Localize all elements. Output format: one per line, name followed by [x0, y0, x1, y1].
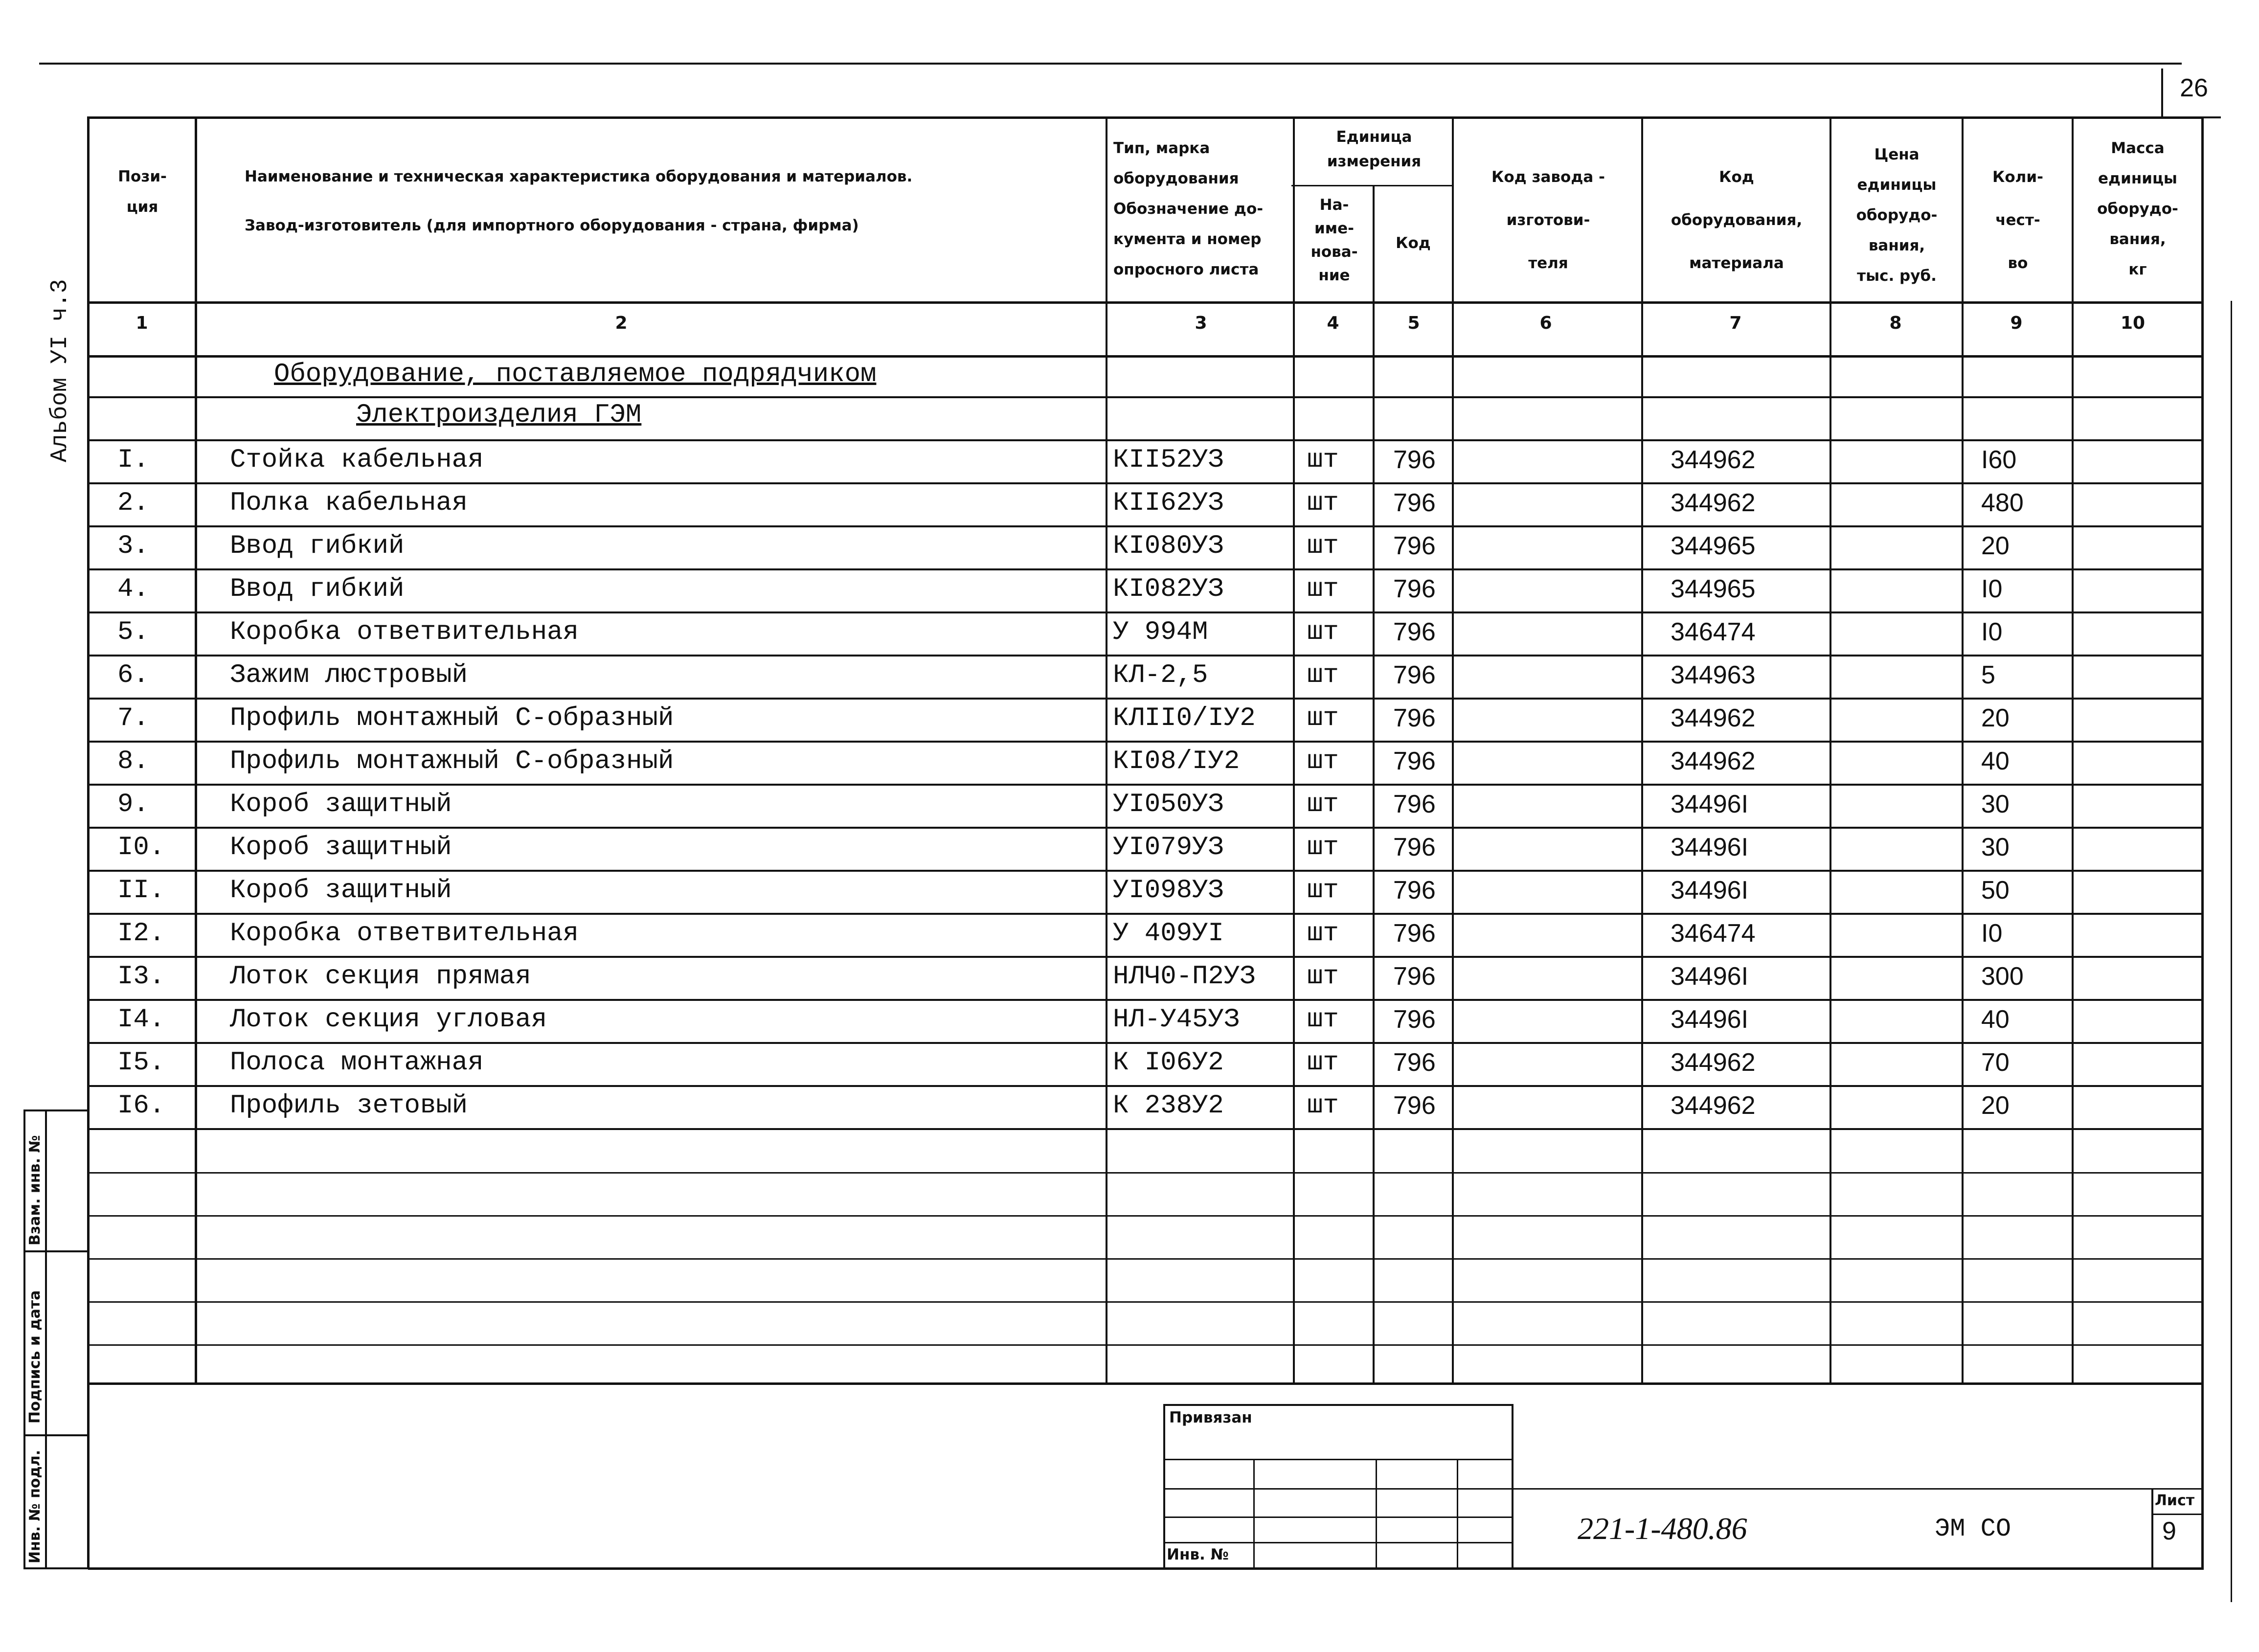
row-position: 8.: [117, 747, 149, 776]
colnum-8: 8: [1889, 313, 1902, 333]
row-quantity: 20: [1981, 532, 2010, 560]
row-equip-code: 344962: [1671, 704, 1756, 732]
row-unit-code: 796: [1393, 1005, 1436, 1034]
table-right: [2201, 116, 2204, 1569]
row-position: I6.: [117, 1091, 165, 1121]
hdr-quantity: Коли- чест- во: [1992, 168, 2043, 272]
row-equip-code: 346474: [1671, 919, 1756, 948]
row-type: К 238У2: [1113, 1091, 1224, 1121]
hdr-factory-code: Код завода - изготови- теля: [1491, 168, 1605, 272]
row-quantity: 30: [1981, 833, 2010, 861]
table-bottom: [88, 1567, 2204, 1570]
row-quantity: 30: [1981, 790, 2010, 818]
row-name: Полоса монтажная: [230, 1048, 484, 1078]
row-type: КЛ-2,5: [1113, 660, 1208, 690]
hdr-unit-code: Код: [1396, 234, 1431, 252]
row-quantity: 300: [1981, 962, 2024, 991]
row-type: У 994М: [1113, 617, 1208, 647]
row-quantity: 50: [1981, 876, 2010, 905]
empty-row-line: [88, 1344, 2204, 1346]
row-equip-code: 344962: [1671, 489, 1756, 517]
row-line: [88, 956, 2204, 958]
stamp-col2: [1376, 1459, 1377, 1568]
row-equip-code: 344965: [1671, 532, 1756, 560]
hdr-price: Цена единицы оборудо- вания, тыс. руб.: [1856, 146, 1938, 285]
doc-number: 221-1-480.86: [1578, 1511, 1747, 1546]
row-name: Коробка ответвительная: [230, 919, 579, 949]
row-unit: шт: [1307, 574, 1339, 604]
row-unit: шт: [1307, 919, 1339, 949]
row-equip-code: 344965: [1671, 575, 1756, 603]
row-unit: шт: [1307, 962, 1339, 992]
row-line: [88, 439, 2204, 441]
row-line: [88, 568, 2204, 570]
row-type: УI098УЗ: [1113, 876, 1224, 905]
colnum-bottom: [88, 355, 2204, 358]
row-unit-code: 796: [1393, 747, 1436, 775]
row-position: I.: [117, 445, 149, 475]
row-quantity: 480: [1981, 489, 2024, 517]
row-name: Стойка кабельная: [230, 445, 484, 475]
row-position: 9.: [117, 790, 149, 819]
row-position: 4.: [117, 574, 149, 604]
col-line-1: [195, 116, 197, 1383]
row-equip-code: 344962: [1671, 446, 1756, 474]
row-name: Лоток секция прямая: [230, 962, 531, 992]
row-line: [88, 784, 2204, 786]
row-unit-code: 796: [1393, 489, 1436, 517]
row-unit-code: 796: [1393, 876, 1436, 905]
colnum-1: 1: [136, 313, 148, 333]
row-name: Короб защитный: [230, 876, 452, 905]
hdr-unit-group: Единица измерения: [1327, 128, 1422, 170]
row-line: [88, 655, 2204, 656]
row-unit: шт: [1307, 488, 1339, 518]
row-quantity: 20: [1981, 704, 2010, 732]
stamp-row4: [1163, 1542, 1514, 1543]
stamp-row3: [1163, 1516, 1514, 1518]
colnum-9: 9: [2010, 313, 2023, 333]
row-line: [88, 1085, 2204, 1087]
side-stamp-div1: [23, 1250, 89, 1252]
side-stamp-div2: [23, 1434, 89, 1436]
row-unit-code: 796: [1393, 1091, 1436, 1120]
row-unit: шт: [1307, 833, 1339, 862]
sheet-value: 9: [2162, 1517, 2176, 1545]
subsection-title: Электроизделия ГЭМ: [356, 400, 642, 430]
row-equip-code: 34496I: [1671, 876, 1749, 905]
row-equip-code: 344962: [1671, 1048, 1756, 1077]
row-unit: шт: [1307, 1091, 1339, 1121]
row-name: Профиль монтажный С-образный: [230, 703, 674, 733]
row-type: КII62УЗ: [1113, 488, 1224, 518]
row-position: II.: [117, 876, 165, 905]
row-unit-code: 796: [1393, 790, 1436, 818]
row-type: НЛЧ0-П2УЗ: [1113, 962, 1256, 992]
colnum-5: 5: [1407, 313, 1420, 333]
row-unit-code: 796: [1393, 446, 1436, 474]
side-stamp-inv: Инв. № подл.: [26, 1449, 44, 1563]
hdr-name: Наименование и техническая характеристика оборудования и материалов. Завод-изготовитель (для импортного оборудования - страна, фирма): [245, 168, 913, 234]
sheet-top-number: 26: [2180, 74, 2208, 102]
row-position: I4.: [117, 1005, 165, 1035]
row-name: Полка кабельная: [230, 488, 468, 518]
row-line: [88, 1128, 2204, 1130]
unit-group-line: [1291, 185, 1453, 186]
colnum-2: 2: [615, 313, 628, 333]
hdr-type: Тип, марка оборудования Обозначение до- кумента и номер опросного листа: [1113, 139, 1264, 278]
row-name: Лоток секция угловая: [230, 1005, 547, 1035]
row-position: I3.: [117, 962, 165, 992]
hdr-unit-name: На- име- нова- ние: [1310, 196, 1358, 284]
colnum-10: 10: [2120, 313, 2146, 333]
row-unit-code: 796: [1393, 532, 1436, 560]
row-unit: шт: [1307, 790, 1339, 819]
row-quantity: 20: [1981, 1091, 2010, 1120]
row-name: Коробка ответвительная: [230, 617, 579, 647]
row-quantity: 70: [1981, 1048, 2010, 1077]
docblock-top: [1512, 1488, 2204, 1490]
row-unit-code: 796: [1393, 575, 1436, 603]
row-quantity: 5: [1981, 661, 1995, 689]
row-unit-code: 796: [1393, 1048, 1436, 1077]
row-quantity: I0: [1981, 575, 2003, 603]
row-quantity: 40: [1981, 747, 2010, 775]
empty-row-line: [88, 1215, 2204, 1217]
docblock-sheet-left: [2151, 1488, 2153, 1568]
table-top: [88, 116, 2204, 119]
row-quantity: I0: [1981, 919, 2003, 948]
right-margin-line: [2231, 301, 2232, 1602]
stamp-col1: [1253, 1459, 1255, 1568]
row-line: [88, 611, 2204, 613]
row-quantity: I60: [1981, 446, 2017, 474]
side-stamp-vzam: Взам. инв. №: [26, 1135, 44, 1245]
row-line: [88, 827, 2204, 829]
side-album: Альбом УI ч.3: [47, 279, 73, 462]
col-line-2: [1106, 116, 1107, 1383]
row-line: [88, 525, 2204, 527]
row-position: 6.: [117, 660, 149, 690]
side-stamp-top: [23, 1109, 89, 1111]
row-unit: шт: [1307, 531, 1339, 561]
row-equip-code: 34496I: [1671, 833, 1749, 861]
row-unit: шт: [1307, 747, 1339, 776]
header-bottom: [88, 301, 2204, 304]
row-equip-code: 344963: [1671, 661, 1756, 689]
empty-row-line: [88, 1258, 2204, 1260]
row-line: [88, 999, 2204, 1001]
hdr-position: Пози- ция: [118, 168, 167, 216]
colnum-4: 4: [1327, 313, 1339, 333]
row-type: НЛ-У45УЗ: [1113, 1005, 1240, 1035]
row-unit: шт: [1307, 1048, 1339, 1078]
colnum-6: 6: [1539, 313, 1552, 333]
row-name: Короб защитный: [230, 790, 452, 819]
row-position: 2.: [117, 488, 149, 518]
stamp-inv-label: Инв. №: [1167, 1546, 1229, 1563]
empty-row-line: [88, 1172, 2204, 1174]
row-unit-code: 796: [1393, 962, 1436, 991]
row-type: К I06У2: [1113, 1048, 1224, 1078]
row-line: [88, 396, 2204, 398]
rows-end-line: [88, 1382, 2204, 1385]
table-left: [87, 116, 90, 1569]
col-line-7: [1830, 116, 1831, 1383]
colnum-3: 3: [1195, 313, 1207, 333]
col-line-3: [1293, 116, 1295, 1383]
row-type: КI082УЗ: [1113, 574, 1224, 604]
sheet-label: Лист: [2155, 1492, 2195, 1509]
row-unit: шт: [1307, 617, 1339, 647]
stamp-right: [1512, 1404, 1514, 1568]
side-stamp-mid: [45, 1109, 47, 1569]
row-name: Зажим люстровый: [230, 660, 468, 690]
row-unit: шт: [1307, 876, 1339, 905]
col-line-5: [1452, 116, 1454, 1383]
row-type: КII52УЗ: [1113, 445, 1224, 475]
row-position: 3.: [117, 531, 149, 561]
row-unit-code: 796: [1393, 704, 1436, 732]
row-name: Профиль монтажный С-образный: [230, 747, 674, 776]
row-line: [88, 1042, 2204, 1044]
row-line: [88, 698, 2204, 700]
stamp-row1: [1163, 1459, 1514, 1460]
row-type: У 409УI: [1113, 919, 1224, 949]
row-line: [88, 870, 2204, 872]
row-unit: шт: [1307, 703, 1339, 733]
row-unit-code: 796: [1393, 618, 1436, 646]
stamp-bound-label: Привязан: [1169, 1409, 1252, 1426]
stamp-top: [1163, 1404, 1514, 1406]
sheet-box-left: [2161, 68, 2163, 117]
row-line: [88, 482, 2204, 484]
row-quantity: I0: [1981, 618, 2003, 646]
row-type: УI050УЗ: [1113, 790, 1224, 819]
row-position: I5.: [117, 1048, 165, 1078]
row-name: Короб защитный: [230, 833, 452, 862]
row-equip-code: 34496I: [1671, 962, 1749, 991]
top-rule: [39, 63, 2182, 65]
row-type: КЛII0/IУ2: [1113, 703, 1256, 733]
row-position: I2.: [117, 919, 165, 949]
row-equip-code: 346474: [1671, 618, 1756, 646]
hdr-equip-code: Код оборудования, материала: [1671, 168, 1803, 272]
row-unit-code: 796: [1393, 919, 1436, 948]
row-quantity: 40: [1981, 1005, 2010, 1034]
stamp-col3: [1457, 1459, 1458, 1568]
row-equip-code: 34496I: [1671, 1005, 1749, 1034]
stamp-row2: [1163, 1488, 1514, 1490]
row-unit: шт: [1307, 445, 1339, 475]
col-line-8: [1962, 116, 1964, 1383]
hdr-mass: Масса единицы оборудо- вания, кг: [2097, 139, 2178, 278]
row-line: [88, 913, 2204, 915]
row-type: КI08/IУ2: [1113, 747, 1240, 776]
row-type: КI080УЗ: [1113, 531, 1224, 561]
doc-code: ЭМ СО: [1935, 1515, 2011, 1543]
section-title: Оборудование, поставляемое подрядчиком: [274, 360, 877, 389]
row-name: Ввод гибкий: [230, 531, 405, 561]
row-name: Ввод гибкий: [230, 574, 405, 604]
row-unit: шт: [1307, 1005, 1339, 1035]
row-equip-code: 344962: [1671, 1091, 1756, 1120]
row-name: Профиль зетовый: [230, 1091, 468, 1121]
row-equip-code: 34496I: [1671, 790, 1749, 818]
colnum-7: 7: [1729, 313, 1742, 333]
stamp-left: [1163, 1404, 1165, 1568]
side-stamp-bottom: [23, 1567, 89, 1569]
row-line: [88, 741, 2204, 743]
row-unit: шт: [1307, 660, 1339, 690]
empty-row-line: [88, 1301, 2204, 1303]
row-unit-code: 796: [1393, 661, 1436, 689]
row-unit-code: 796: [1393, 833, 1436, 861]
row-position: I0.: [117, 833, 165, 862]
col-line-9: [2072, 116, 2074, 1383]
side-stamp-left: [23, 1109, 25, 1569]
side-stamp-signature: Подпись и дата: [26, 1290, 44, 1424]
row-position: 5.: [117, 617, 149, 647]
row-type: УI079УЗ: [1113, 833, 1224, 862]
docblock-sheet-div: [2151, 1514, 2204, 1515]
row-position: 7.: [117, 703, 149, 733]
col-line-6: [1641, 116, 1643, 1383]
row-equip-code: 344962: [1671, 747, 1756, 775]
